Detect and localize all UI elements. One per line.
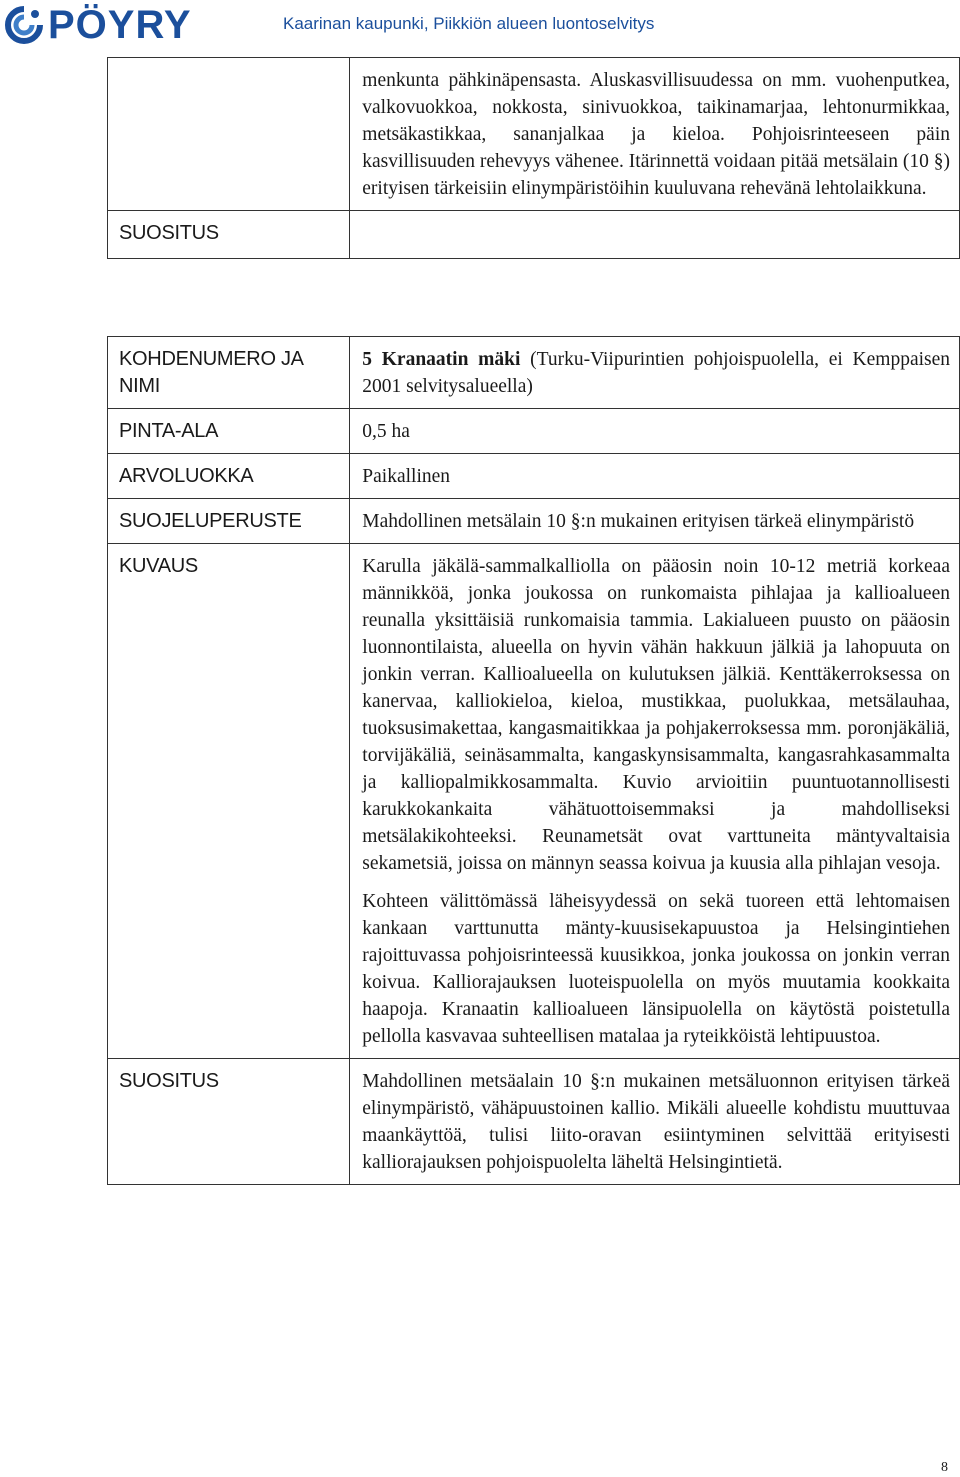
table-row bbox=[108, 409, 960, 454]
poyry-logo-icon bbox=[4, 5, 44, 45]
table-row bbox=[108, 499, 960, 544]
kuvaus-paragraph-2: Kohteen välittömässä läheisyydessä on sekä tuoreen että lehtomaisen kankaan varttunutta mänty-kuusisekapuustoa ja Helsingintiehen rajoittuvassa pohjoisrinteessä kuusikkoa, jonka joukossa on jonkin verran koivua. Kalliorajauksen luoteispuolella on myös muutamia kookkaita haapoja. Kranaatin kallioalueen länsipuolella on käytöstä poistetulla pellolla kasvavaa suhteellisen matalaa ja ryteikköistä lehtipuustoa. bbox=[362, 891, 950, 1047]
logo-wordmark: PÖYRY bbox=[48, 3, 192, 47]
empty-label-cell bbox=[108, 58, 350, 211]
kuvaus-value bbox=[350, 544, 960, 1059]
site-location: (Turku-Viipurintien pohjoispuolella, ei Kemppaisen 2001 selvitysalueella) bbox=[362, 349, 951, 397]
site-table-5 bbox=[107, 336, 960, 1185]
page-header bbox=[0, 0, 960, 50]
kohdenumero-label: KOHDENUMERO JA NIMI bbox=[108, 337, 350, 409]
pinta-ala-label: PINTA-ALA bbox=[108, 409, 350, 454]
page-number: 8 bbox=[941, 1460, 948, 1475]
description-text: menkunta pähkinäpensasta. Aluskasvillisuudessa on mm. vuohenputkea, valkovuokkoa, nokkosta, sinivuokkoa, taikinamarjaa, lehtonurmikkaa, metsäkastikkaa, sananjalkaa ja kieloa. Pohjoisrinteeseen päin kasvillisuuden rehevyys vähenee. Itärinnettä voidaan pitää metsälain (10 §) erityisen tärkeisiin elinympäristöihin kuuluvana rehevänä lehtolaikkuna. bbox=[362, 70, 950, 199]
suositus-label: SUOSITUS bbox=[108, 1059, 350, 1185]
table-row bbox=[108, 337, 960, 409]
pinta-ala-value: 0,5 ha bbox=[350, 409, 960, 454]
site-name-cell bbox=[350, 337, 960, 409]
suositus-label: SUOSITUS bbox=[108, 211, 350, 259]
site-table-continued bbox=[107, 57, 960, 259]
table-row bbox=[108, 454, 960, 499]
description-continued bbox=[350, 58, 960, 211]
suositus-value bbox=[350, 211, 960, 259]
table-row bbox=[108, 211, 960, 259]
kuvaus-label: KUVAUS bbox=[108, 544, 350, 1059]
kuvaus-paragraph-1: Karulla jäkälä-sammalkalliolla on pääosin noin 10-12 metriä korkeaa männikköä, jonka joukossa on runkomaista pihlajaa ja kallioalueen reunalla yksittäisiä runkomaisia tammia. Lakialueen puusto on pääosin luonnontilaista, alueella on hyvin vähän hakkuun jälkiä ja lahopuuta on jonkin verran. Kallioalueella on kulutuksen jälkiä. Kenttäkerroksessa on kanervaa, kalliokieloa, kieloa, mustikkaa, puolukkaa, metsälauhaa, tuoksusimakettaa, kangasmaitikkaa ja pohjakerroksessa mm. poronjäkäliä, torvijäkäliä, seinäsammalta, kangaskynsisammalta, kangasrahkasammalta ja kalliopalmikkosammalta. Kuvio arvioitiin puuntuotannollisesti karukkokankaita vähätuottoisemmaksi ja mahdolliseksi metsälakikohteeksi. Reunametsät ovat varttuneita mäntyvaltaisia sekametsiä, joissa on männyn seassa koivua ja kuusia alla pihlajan vesoja. bbox=[362, 556, 950, 874]
arvoluokka-label: ARVOLUOKKA bbox=[108, 454, 350, 499]
suositus-value: Mahdollinen metsäalain 10 §:n mukainen metsäluonnon erityisen tärkeä elinympäristö, vähäpuustoinen kallio. Mikäli alueelle kohdistu muuttuvaa maankäyttöä, tulisi liito-oravan esiintyminen selvittää erityisesti kalliorajauksen pohjoispuolelta läheltä Helsingintietä. bbox=[350, 1059, 960, 1185]
poyry-logo bbox=[4, 2, 192, 48]
table-row bbox=[108, 1059, 960, 1185]
site-number-name: 5 Kranaatin mäki bbox=[362, 349, 521, 370]
document-title: Kaarinan kaupunki, Piikkiön alueen luontoselvitys bbox=[283, 14, 655, 33]
arvoluokka-value: Paikallinen bbox=[350, 454, 960, 499]
table-row bbox=[108, 58, 960, 211]
suojeluperuste-label: SUOJELUPERUSTE bbox=[108, 499, 350, 544]
table-row bbox=[108, 544, 960, 1059]
suojeluperuste-value: Mahdollinen metsälain 10 §:n mukainen erityisen tärkeä elinympäristö bbox=[350, 499, 960, 544]
